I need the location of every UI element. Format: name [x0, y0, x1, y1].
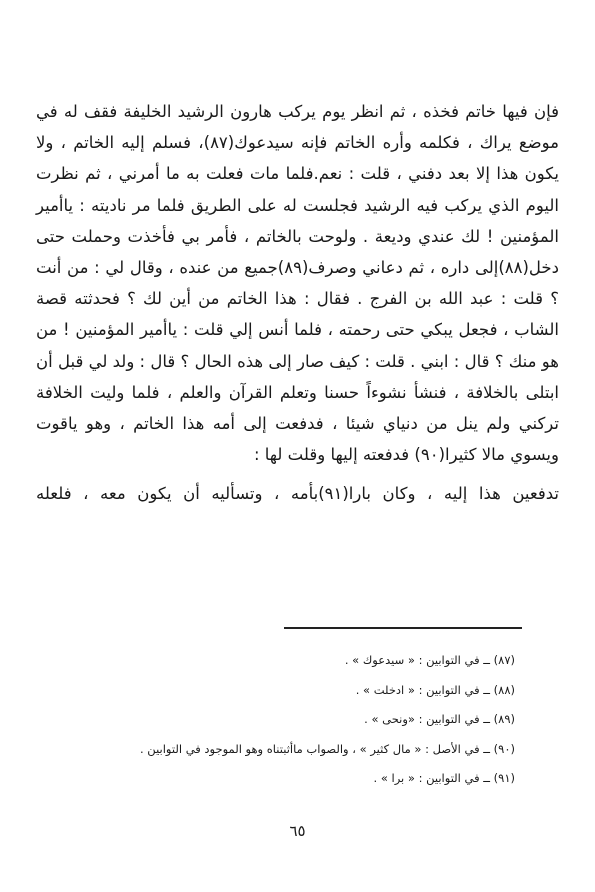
paragraph-1: فإن فيها خاتم فخذه ، ثم انظر يوم يركب هارون الرشيد الخليفة فقف له في موضع يراك ، فكلمه وأره الخاتم فإنه سيدعوك(٨٧)، فسلم إليه الخاتم ، ولا يكون هذا إلا بعد دفني ، قلت : نعم.فلما مات فعلت به ما أمرني ، ثم نظرت اليوم الذي يركب فيه الرشيد فجلست له على الطريق فلما مر ناديته : ياأمير المؤمنين ! لك عندي وديعة . ولوحت بالخاتم ، فأمر بي فأخذت وحملت حتى دخل(٨٨)إلى داره ، ثم دعاني وصرف(٨٩)جميع من عنده ، وقال لي : من أنت ؟ قلت : عبد الله بن الفرج . فقال : هذا الخاتم من أين لك ؟ فحدثته قصة الشاب ، فجعل يبكي حتى رحمته ، فلما أنس إلي قلت : ياأمير المؤمنين ! من هو منك ؟ قال : ابني . قلت : كيف صار إلى هذه الحال ؟ قال : ولد لي قبل أن ابتلى بالخلافة ، فنشأ نشوءاً حسنا وتعلم القرآن والعلم ، فلما وليت الخلافة تركني ولم ينل من دنياي شيئا ، فدفعت إلى أمه هذا الخاتم ، وهو ياقوت ويسوي مالا كثيرا(٩٠) فدفعته إليها وقلت لها : — [36, 102, 559, 465]
footnote-87: (٨٧) ــ في التوابين : « سيدعوك » . — [344, 653, 515, 667]
footnote-88: (٨٨) ــ في التوابين : « ادخلت » . — [355, 682, 515, 697]
paragraph-2: تدفعين هذا إليه ، وكان بارا(٩١)بأمه ، وتسأليه أن يكون معه ، فلعله — [36, 484, 559, 504]
page-number: ٦٥ — [289, 822, 306, 840]
footnote-91: (٩١) ــ في التوابين : « برا » . — [373, 771, 515, 785]
footnote-89: (٨٩) ــ في التوابين : «ونحى » . — [364, 712, 515, 726]
footnote-separator — [284, 627, 522, 629]
footnote-90: (٩٠) ــ في الأصل : « مال كثير » ، والصواب ماأثبتناه وهو الموجود في التوابين . — [140, 741, 515, 756]
footnotes — [36, 646, 515, 794]
main-text — [36, 96, 559, 510]
